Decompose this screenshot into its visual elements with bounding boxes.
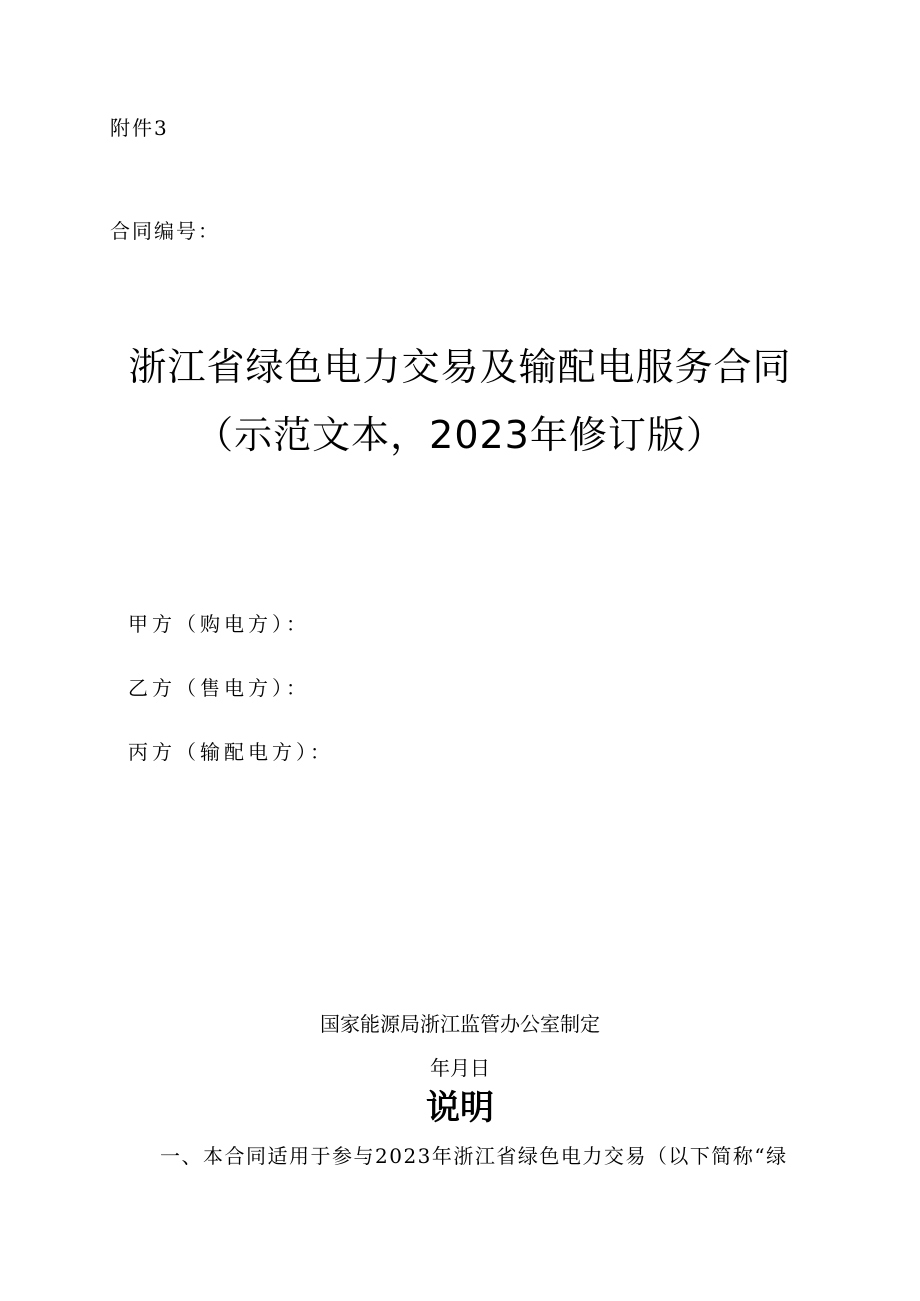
issuer-line: 国家能源局浙江监管办公室制定 — [320, 1012, 600, 1036]
document-subtitle: （示范文本，2023年修订版） — [195, 413, 725, 457]
attachment-label: 附件3 — [110, 116, 169, 140]
section-paragraph: 一、本合同适用于参与2023年浙江省绿色电力交易（以下简称“绿 — [160, 1144, 788, 1168]
party-b-label: 乙方（售电方）： — [128, 676, 310, 700]
party-a-label: 甲方（购电方）： — [128, 612, 310, 636]
section-title: 说明 — [426, 1088, 494, 1128]
party-c-label: 丙方（输配电方）： — [128, 740, 334, 764]
document-title: 浙江省绿色电力交易及输配电服务合同 — [128, 345, 792, 389]
date-line: 年月日 — [430, 1056, 490, 1080]
contract-number-label: 合同编号： — [110, 219, 220, 243]
